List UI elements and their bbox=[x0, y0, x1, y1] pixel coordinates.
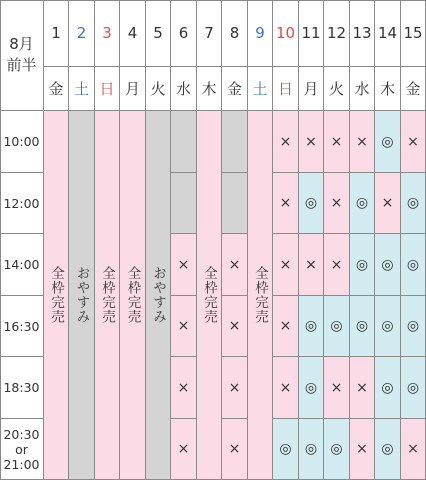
day-status-block bbox=[248, 111, 273, 480]
full-mark: × bbox=[381, 195, 394, 211]
weekday-label: 金 bbox=[48, 80, 64, 98]
available-mark: ◎ bbox=[330, 441, 343, 457]
full-mark: × bbox=[330, 195, 343, 211]
weekday-label: 日 bbox=[99, 80, 115, 98]
date-number: 5 bbox=[153, 24, 163, 42]
available-mark: ◎ bbox=[279, 441, 292, 457]
available-mark: ◎ bbox=[304, 441, 318, 457]
date-number: 6 bbox=[178, 24, 189, 42]
weekday-label: 水 bbox=[175, 80, 191, 98]
full-mark: × bbox=[228, 318, 241, 334]
time-slot-cell bbox=[222, 296, 248, 357]
time-slot-cell[interactable] bbox=[375, 111, 401, 173]
full-mark: × bbox=[330, 379, 343, 396]
time-slot-cell bbox=[401, 419, 426, 480]
time-slot-cell bbox=[299, 234, 324, 296]
time-slot-cell[interactable] bbox=[350, 296, 375, 357]
available-mark: ◎ bbox=[406, 379, 420, 396]
month-corner-cell bbox=[0, 0, 44, 111]
date-number: 12 bbox=[326, 24, 347, 42]
full-mark: × bbox=[228, 256, 241, 273]
time-slot-cell[interactable] bbox=[299, 296, 324, 357]
date-number: 13 bbox=[352, 24, 372, 42]
full-mark: × bbox=[305, 256, 317, 273]
weekday-header-cell bbox=[401, 67, 426, 111]
available-mark: ◎ bbox=[406, 318, 420, 334]
date-header-cell bbox=[95, 0, 120, 67]
full-mark: × bbox=[330, 256, 343, 273]
time-slot-cell bbox=[299, 111, 324, 173]
date-header-cell bbox=[248, 0, 273, 67]
time-slot-cell bbox=[350, 357, 375, 419]
time-slot-cell bbox=[222, 357, 248, 419]
weekday-header-cell bbox=[69, 67, 95, 111]
available-mark: ◎ bbox=[355, 256, 369, 273]
full-mark: × bbox=[279, 256, 292, 273]
time-slot-cell bbox=[273, 173, 299, 234]
full-mark: × bbox=[356, 133, 368, 150]
available-mark: ◎ bbox=[381, 441, 394, 457]
time-slot-cell bbox=[222, 419, 248, 480]
time-slot-cell bbox=[273, 357, 299, 419]
time-slot-cell[interactable] bbox=[350, 234, 375, 296]
date-number: 7 bbox=[204, 24, 214, 42]
full-mark: × bbox=[305, 133, 317, 150]
weekday-label: 火 bbox=[150, 80, 166, 98]
available-mark: ◎ bbox=[304, 195, 318, 211]
time-slot-cell bbox=[273, 234, 299, 296]
time-slot-cell bbox=[324, 234, 350, 296]
full-mark: × bbox=[407, 133, 419, 150]
full-mark: × bbox=[407, 441, 419, 457]
time-slot-cell bbox=[222, 111, 248, 173]
day-status-label: 全枠完売 bbox=[124, 266, 141, 324]
date-header-cell bbox=[350, 0, 375, 67]
time-slot-cell bbox=[171, 357, 197, 419]
time-slot-cell bbox=[350, 419, 375, 480]
time-slot-cell[interactable] bbox=[401, 173, 426, 234]
weekday-header-cell bbox=[350, 67, 375, 111]
time-slot-cell[interactable] bbox=[299, 173, 324, 234]
time-slot-label: 12:00 bbox=[0, 173, 44, 234]
weekday-header-cell bbox=[120, 67, 146, 111]
date-number: 9 bbox=[255, 24, 265, 42]
date-number: 10 bbox=[275, 24, 296, 42]
day-status-label: おやすみ bbox=[150, 266, 166, 324]
time-slot-cell bbox=[273, 296, 299, 357]
date-number: 4 bbox=[127, 24, 138, 42]
weekday-header-cell bbox=[222, 67, 248, 111]
weekday-header-cell bbox=[171, 67, 197, 111]
full-mark: × bbox=[330, 133, 343, 150]
time-slot-cell[interactable] bbox=[401, 357, 426, 419]
weekday-header-cell bbox=[273, 67, 299, 111]
time-slot-cell bbox=[171, 296, 197, 357]
available-mark: ◎ bbox=[355, 195, 369, 211]
date-number: 14 bbox=[377, 24, 398, 42]
time-slot-cell bbox=[171, 234, 197, 296]
weekday-header-cell bbox=[248, 67, 273, 111]
weekday-header-cell bbox=[44, 67, 69, 111]
date-header-cell bbox=[69, 0, 95, 67]
time-slot-cell[interactable] bbox=[324, 296, 350, 357]
weekday-header-cell bbox=[146, 67, 171, 111]
time-slot-cell[interactable] bbox=[324, 419, 350, 480]
full-mark: × bbox=[177, 318, 190, 334]
weekday-header-cell bbox=[299, 67, 324, 111]
weekday-label: 月 bbox=[303, 80, 319, 98]
weekday-label: 金 bbox=[405, 80, 421, 98]
weekday-label: 水 bbox=[354, 80, 370, 98]
full-mark: × bbox=[177, 379, 190, 396]
weekday-label: 土 bbox=[73, 80, 89, 98]
date-header-cell bbox=[273, 0, 299, 67]
time-slot-cell bbox=[375, 173, 401, 234]
date-header-cell bbox=[44, 0, 69, 67]
time-slot-cell[interactable] bbox=[375, 419, 401, 480]
time-slot-label: 14:00 bbox=[0, 234, 44, 296]
day-status-label: 全枠完売 bbox=[201, 266, 217, 324]
full-mark: × bbox=[228, 379, 241, 396]
available-mark: ◎ bbox=[304, 379, 318, 396]
weekday-header-cell bbox=[375, 67, 401, 111]
time-slot-cell bbox=[324, 357, 350, 419]
time-slot-cell[interactable] bbox=[299, 419, 324, 480]
day-status-label: 全枠完売 bbox=[48, 266, 64, 324]
day-status-block bbox=[44, 111, 69, 480]
full-mark: × bbox=[279, 133, 292, 150]
time-slot-cell[interactable] bbox=[375, 357, 401, 419]
date-number: 1 bbox=[51, 24, 61, 42]
weekday-label: 日 bbox=[277, 80, 293, 98]
full-mark: × bbox=[279, 318, 292, 334]
date-number: 15 bbox=[403, 24, 423, 42]
date-header-cell bbox=[375, 0, 401, 67]
time-slot-cell[interactable] bbox=[401, 296, 426, 357]
weekday-label: 火 bbox=[328, 80, 344, 98]
date-header-cell bbox=[120, 0, 146, 67]
month-label: 8月 bbox=[9, 35, 34, 53]
available-mark: ◎ bbox=[381, 379, 394, 396]
weekday-label: 木 bbox=[379, 80, 395, 98]
weekday-label: 土 bbox=[252, 80, 268, 98]
full-mark: × bbox=[356, 441, 368, 457]
date-header-cell bbox=[401, 0, 426, 67]
half-label: 前半 bbox=[6, 56, 37, 74]
day-status-label: 全枠完売 bbox=[252, 266, 268, 324]
available-mark: ◎ bbox=[406, 195, 420, 211]
time-slot-cell bbox=[350, 111, 375, 173]
date-header-cell bbox=[146, 0, 171, 67]
date-number: 2 bbox=[76, 24, 87, 42]
weekday-header-cell bbox=[95, 67, 120, 111]
full-mark: × bbox=[177, 256, 190, 273]
available-mark: ◎ bbox=[355, 318, 369, 334]
weekday-header-cell bbox=[324, 67, 350, 111]
available-mark: ◎ bbox=[406, 256, 420, 273]
time-slot-cell[interactable] bbox=[299, 357, 324, 419]
available-mark: ◎ bbox=[330, 318, 343, 334]
date-number: 11 bbox=[301, 24, 321, 42]
date-header-cell bbox=[222, 0, 248, 67]
time-slot-cell[interactable] bbox=[375, 296, 401, 357]
date-number: 3 bbox=[102, 24, 112, 42]
weekday-label: 月 bbox=[124, 80, 140, 98]
day-status-label: 全枠完売 bbox=[99, 266, 115, 324]
time-slot-cell bbox=[324, 173, 350, 234]
date-header-cell bbox=[324, 0, 350, 67]
time-slot-cell bbox=[401, 111, 426, 173]
time-slot-cell[interactable] bbox=[273, 419, 299, 480]
available-mark: ◎ bbox=[381, 318, 394, 334]
time-slot-cell bbox=[324, 111, 350, 173]
date-header-cell bbox=[299, 0, 324, 67]
time-slot-cell bbox=[171, 419, 197, 480]
full-mark: × bbox=[177, 441, 190, 457]
time-slot-cell bbox=[273, 111, 299, 173]
day-status-block bbox=[69, 111, 95, 480]
time-slot-cell bbox=[222, 173, 248, 234]
weekday-label: 木 bbox=[201, 80, 217, 98]
available-mark: ◎ bbox=[381, 256, 394, 273]
weekday-label: 金 bbox=[226, 80, 242, 98]
day-status-label: おやすみ bbox=[73, 266, 90, 324]
time-slot-cell[interactable] bbox=[401, 234, 426, 296]
time-slot-cell bbox=[171, 111, 197, 173]
date-header-cell bbox=[171, 0, 197, 67]
available-mark: ◎ bbox=[381, 133, 394, 150]
time-slot-label: 16:30 bbox=[0, 296, 44, 357]
weekday-header-cell bbox=[197, 67, 222, 111]
time-slot-label: 10:00 bbox=[0, 111, 44, 173]
day-status-block bbox=[197, 111, 222, 480]
date-header-cell bbox=[197, 0, 222, 67]
day-status-block bbox=[95, 111, 120, 480]
available-mark: ◎ bbox=[304, 318, 318, 334]
time-slot-cell bbox=[222, 234, 248, 296]
day-status-block bbox=[120, 111, 146, 480]
day-status-block bbox=[146, 111, 171, 480]
full-mark: × bbox=[228, 441, 241, 457]
date-number: 8 bbox=[229, 24, 240, 42]
time-slot-cell[interactable] bbox=[350, 173, 375, 234]
full-mark: × bbox=[279, 195, 292, 211]
time-slot-label: 18:30 bbox=[0, 357, 44, 419]
time-slot-cell bbox=[171, 173, 197, 234]
time-slot-cell[interactable] bbox=[375, 234, 401, 296]
full-mark: × bbox=[279, 379, 292, 396]
time-slot-label: 20:30 or 21:00 bbox=[0, 419, 44, 480]
full-mark: × bbox=[356, 379, 368, 396]
